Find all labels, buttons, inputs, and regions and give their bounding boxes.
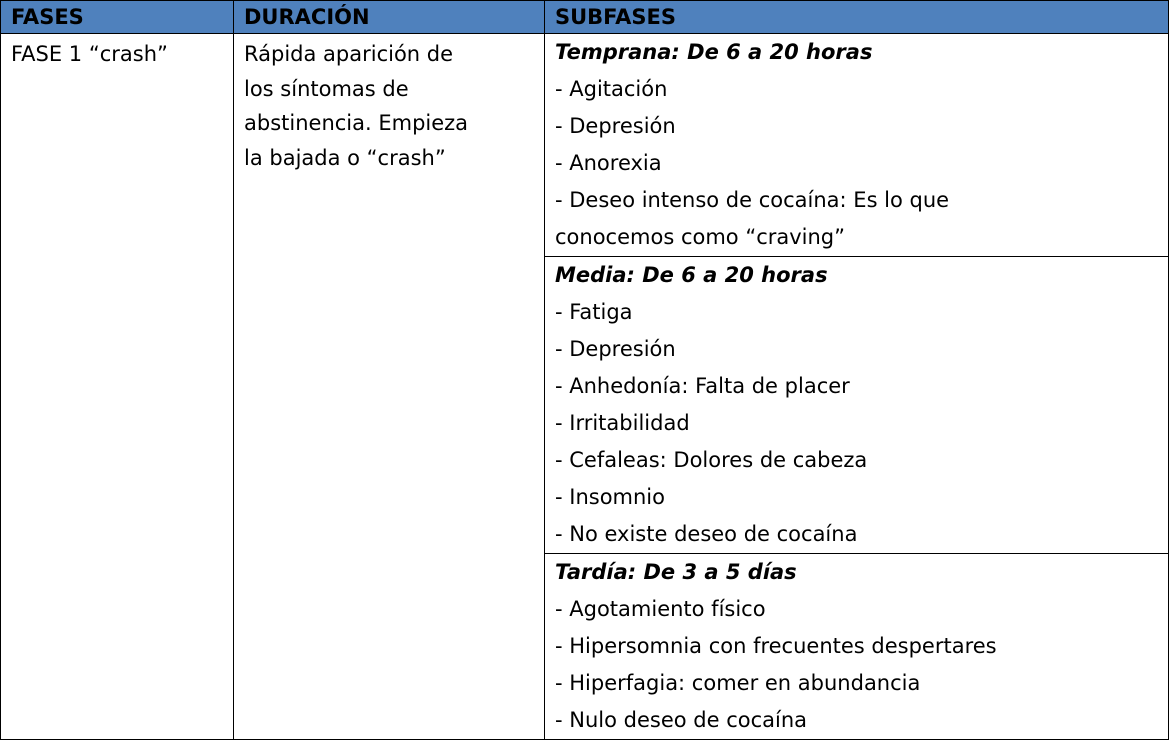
list-item: - Hiperfagia: comer en abundancia [555,671,921,695]
subphase-title: Temprana: De 6 a 20 horas [555,40,873,64]
subphase-temprana [545,34,1169,257]
subphase-title: Media: De 6 a 20 horas [555,263,828,287]
list-item: - Anorexia [555,151,662,175]
header-row [1,1,1169,34]
header-subfases: SUBFASES [545,1,1169,34]
list-item: - Anhedonía: Falta de placer [555,374,850,398]
list-item: - Agotamiento físico [555,597,766,621]
subphase-tardia [545,554,1169,740]
duration-line: Rápida aparición de [244,42,454,66]
subphase-title: Tardía: De 3 a 5 días [555,560,797,584]
list-item: - Irritabilidad [555,411,690,435]
duration-cell [234,34,545,740]
duration-line: la bajada o “crash” [244,145,446,170]
duration-line: los síntomas de [244,76,409,101]
subphase-media [545,257,1169,554]
header-duracion: DURACIÓN [234,1,545,34]
list-item: - Insomnio [555,485,665,509]
list-item: - Hipersomnia con frecuentes despertares [555,634,997,658]
list-item: - Depresión [555,337,676,361]
table-row [1,34,1169,257]
duration-line: abstinencia. Empieza [244,111,469,135]
list-item: conocemos como “craving” [555,225,846,249]
list-item: - No existe deseo de cocaína [555,522,858,546]
list-item: - Fatiga [555,300,633,324]
phase-cell: FASE 1 “crash” [1,34,234,740]
list-item: - Deseo intenso de cocaína: Es lo que [555,188,950,212]
list-item: - Agitación [555,77,668,101]
header-fases: FASES [1,1,234,34]
list-item: - Cefaleas: Dolores de cabeza [555,448,868,472]
list-item: - Nulo deseo de cocaína [555,708,808,732]
list-item: - Depresión [555,114,676,138]
